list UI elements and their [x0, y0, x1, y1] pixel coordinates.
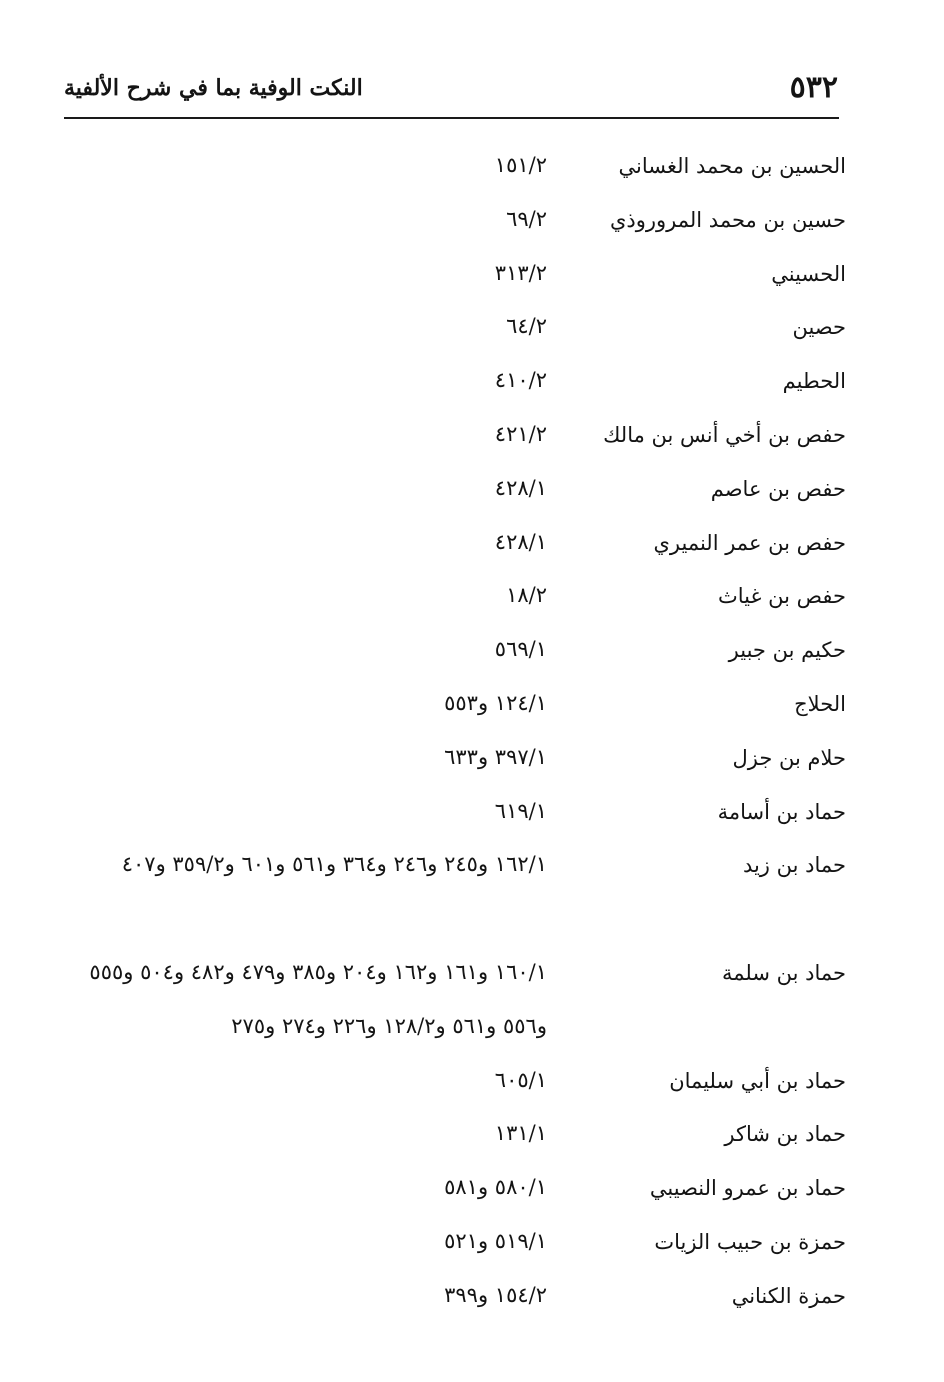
entry-references: ٦٤/٢: [506, 314, 547, 339]
entry-name: حفص بن غياث: [718, 584, 846, 609]
entry-name: الحطيم: [782, 369, 846, 394]
entry-references: ٤٢١/٢: [494, 421, 547, 446]
book-title: النكت الوفية بما في شرح الألفية: [64, 75, 363, 101]
index-entry: [0, 463, 944, 517]
entry-references: ١٨/٢: [506, 583, 547, 608]
entry-references: ١٦٠/١ و١٦١ و١٦٢ و٢٠٤ و٣٨٥ و٤٧٩ و٤٨٢ و٥٠٤ و٥٥٥ و٥٥٦ و٥٦١ و١٢٨/٢ و٢٢٦ و٢٧٤ و٢٧٥: [89, 959, 547, 1038]
entry-name: حمزة بن حبيب الزيات: [654, 1229, 846, 1254]
entry-references: ١٦٢/١ و٢٤٥ و٢٤٦ و٣٦٤ و٥٦١ و٦٠١ و٣٥٩/٢ و٤٠٧: [121, 852, 547, 877]
index-entry: [0, 355, 944, 409]
header-divider: [64, 117, 839, 119]
index-entry: [0, 678, 944, 732]
entry-name: حلام بن جزل: [732, 745, 846, 770]
page-number: ٥٣٢: [789, 70, 838, 105]
index-entry: [0, 624, 944, 678]
entry-references: ٣١٣/٢: [494, 260, 547, 285]
entry-references: ٣٩٧/١ و٦٣٣: [444, 744, 547, 769]
index-entry: [0, 570, 944, 624]
index-entry: [0, 1055, 944, 1109]
entry-name: حفص بن عمر النميري: [653, 530, 846, 555]
index-list: [0, 140, 944, 1324]
index-entry: [0, 947, 944, 1055]
index-entry: [0, 1108, 944, 1162]
index-entry: [0, 732, 944, 786]
index-entry: [0, 409, 944, 463]
entry-name: حفص بن أخي أنس بن مالك: [603, 422, 846, 447]
entry-name: حمزة الكناني: [731, 1283, 846, 1308]
index-entry: [0, 301, 944, 355]
entry-name: حصين: [792, 315, 846, 340]
entry-references: ١٥٤/٢ و٣٩٩: [444, 1282, 547, 1307]
entry-references: ٤١٠/٢: [494, 368, 547, 393]
entry-name: الحسيني: [771, 261, 846, 286]
index-entry: [0, 1162, 944, 1216]
index-entry: [0, 1270, 944, 1324]
entry-references: ٥٦٩/١: [494, 637, 547, 662]
index-entry: [0, 248, 944, 302]
entry-name: الحلاج: [794, 691, 846, 716]
running-header: [64, 70, 838, 110]
entry-name: الحسين بن محمد الغساني: [618, 154, 846, 178]
index-entry: [0, 140, 944, 194]
index-entry: [0, 1216, 944, 1270]
entry-name: حكيم بن جبير: [728, 638, 846, 663]
entry-name: حماد بن شاكر: [724, 1122, 846, 1147]
entry-name: حماد بن عمرو النصيبي: [649, 1176, 846, 1201]
index-entry: [0, 839, 944, 947]
index-entry: [0, 194, 944, 248]
entry-references: ٥٨٠/١ و٥٨١: [444, 1175, 547, 1200]
entry-name: حسين بن محمد المروروذي: [609, 207, 846, 232]
entry-name: حماد بن أبي سليمان: [669, 1068, 846, 1093]
entry-references: ٦٩/٢: [506, 206, 547, 231]
entry-references: ١٥١/٢: [494, 153, 547, 177]
entry-name: حماد بن أسامة: [717, 799, 846, 824]
entry-name: حماد بن سلمة: [721, 960, 846, 985]
index-entry: [0, 786, 944, 840]
entry-references: ٦٠٥/١: [494, 1067, 547, 1092]
entry-name: حماد بن زيد: [742, 853, 846, 878]
entry-name: حفص بن عاصم: [710, 476, 846, 501]
entry-references: ٤٢٨/١: [494, 475, 547, 500]
entry-references: ٥١٩/١ و٥٢١: [444, 1228, 547, 1253]
entry-references: ٤٢٨/١: [494, 529, 547, 554]
entry-references: ١٣١/١: [494, 1121, 547, 1146]
index-entry: [0, 517, 944, 571]
entry-references: ١٢٤/١ و٥٥٣: [444, 690, 547, 715]
entry-references: ٦١٩/١: [494, 798, 547, 823]
